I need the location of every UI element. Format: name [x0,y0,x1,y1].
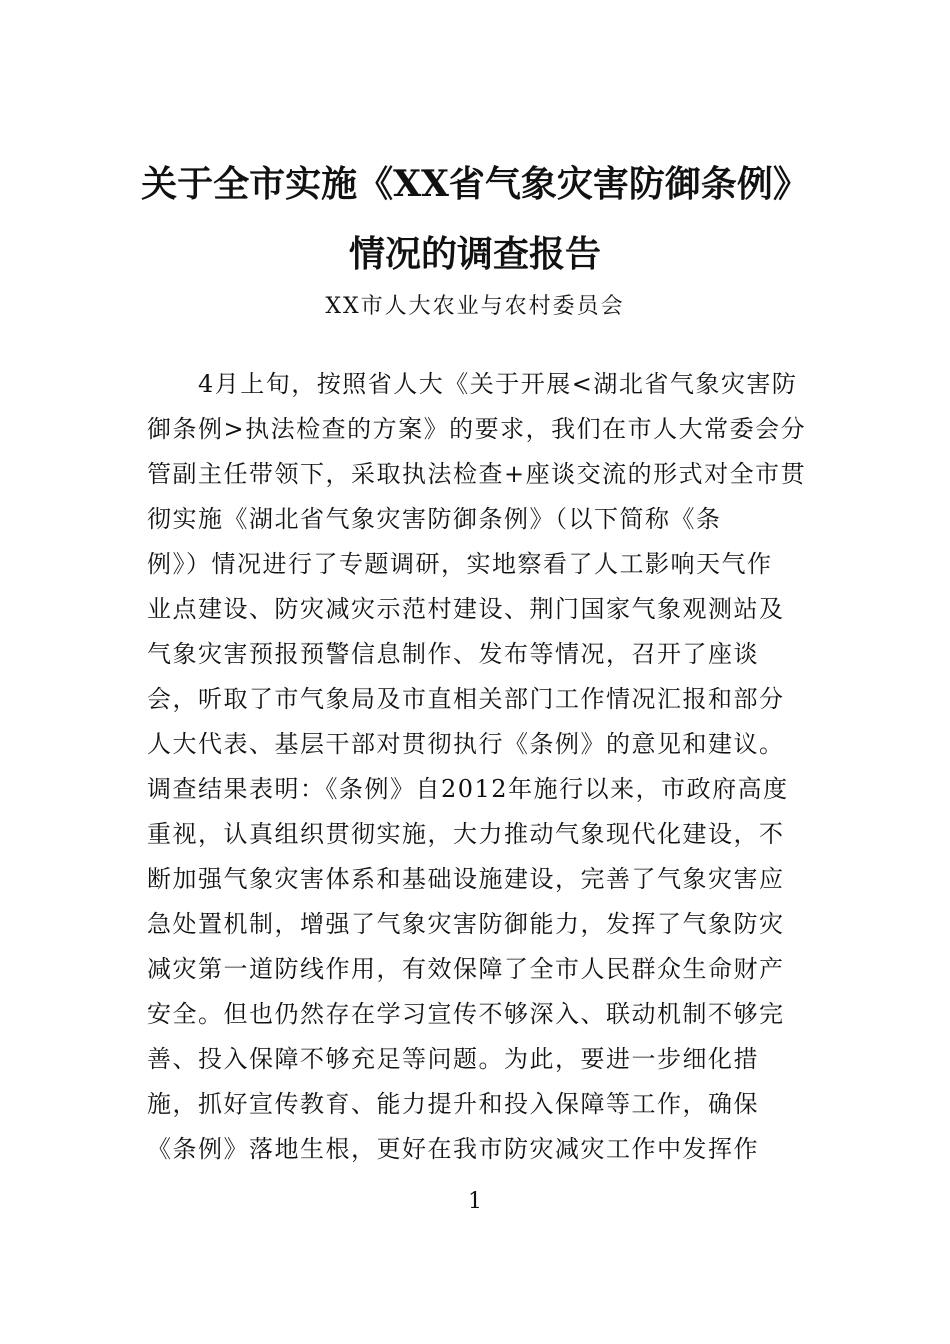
body-text-line: 《条例》落地生根，更好在我市防灾减灾工作中发挥作 [147,1135,759,1163]
document-title-line-1: 关于全市实施《XX省气象灾害防御条例》 [141,163,809,205]
document-author: XX市人大农业与农村委员会 [325,294,625,319]
body-text-line: 重视，认真组织贯彻实施，大力推动气象现代化建设，不 [147,820,785,848]
page-number: 1 [468,1189,482,1214]
body-text-line: 会，听取了市气象局及市直相关部门工作情况汇报和部分 [147,685,785,713]
body-text-line: 善、投入保障不够充足等问题。为此，要进一步细化措 [147,1045,759,1073]
body-text-line: 业点建设、防灾减灾示范村建设、荆门国家气象观测站及 [147,595,785,623]
body-text-line: 急处置机制，增强了气象灾害防御能力，发挥了气象防灾 [147,910,785,938]
body-text-line: 彻实施《湖北省气象灾害防御条例》（以下简称《条 [147,505,722,533]
body-text-line: 断加强气象灾害体系和基础设施建设，完善了气象灾害应 [147,865,785,893]
body-text-line: 4月上旬，按照省人大《关于开展<湖北省气象灾害防 [147,370,798,398]
body-text-line: 人大代表、基层干部对贯彻执行《条例》的意见和建议。 [147,730,785,758]
body-text-line: 施，抓好宣传教育、能力提升和投入保障等工作，确保 [147,1090,759,1118]
body-text-line: 气象灾害预报预警信息制作、发布等情况，召开了座谈 [147,640,759,668]
body-text-line: 管副主任带领下，采取执法检查+座谈交流的形式对全市贯 [147,460,807,488]
body-text-line: 例》）情况进行了专题调研，实地察看了人工影响天气作 [147,550,773,578]
body-text-line: 安全。但也仍然存在学习宣传不够深入、联动机制不够完 [147,1000,785,1028]
body-text-line: 减灾第一道防线作用，有效保障了全市人民群众生命财产 [147,955,785,983]
body-text-line: 调查结果表明：《条例》自2012年施行以来，市政府高度 [147,775,789,803]
document-title-line-2: 情况的调查报告 [348,233,601,275]
body-text-line: 御条例>执法检查的方案》的要求，我们在市人大常委会分 [147,415,807,443]
